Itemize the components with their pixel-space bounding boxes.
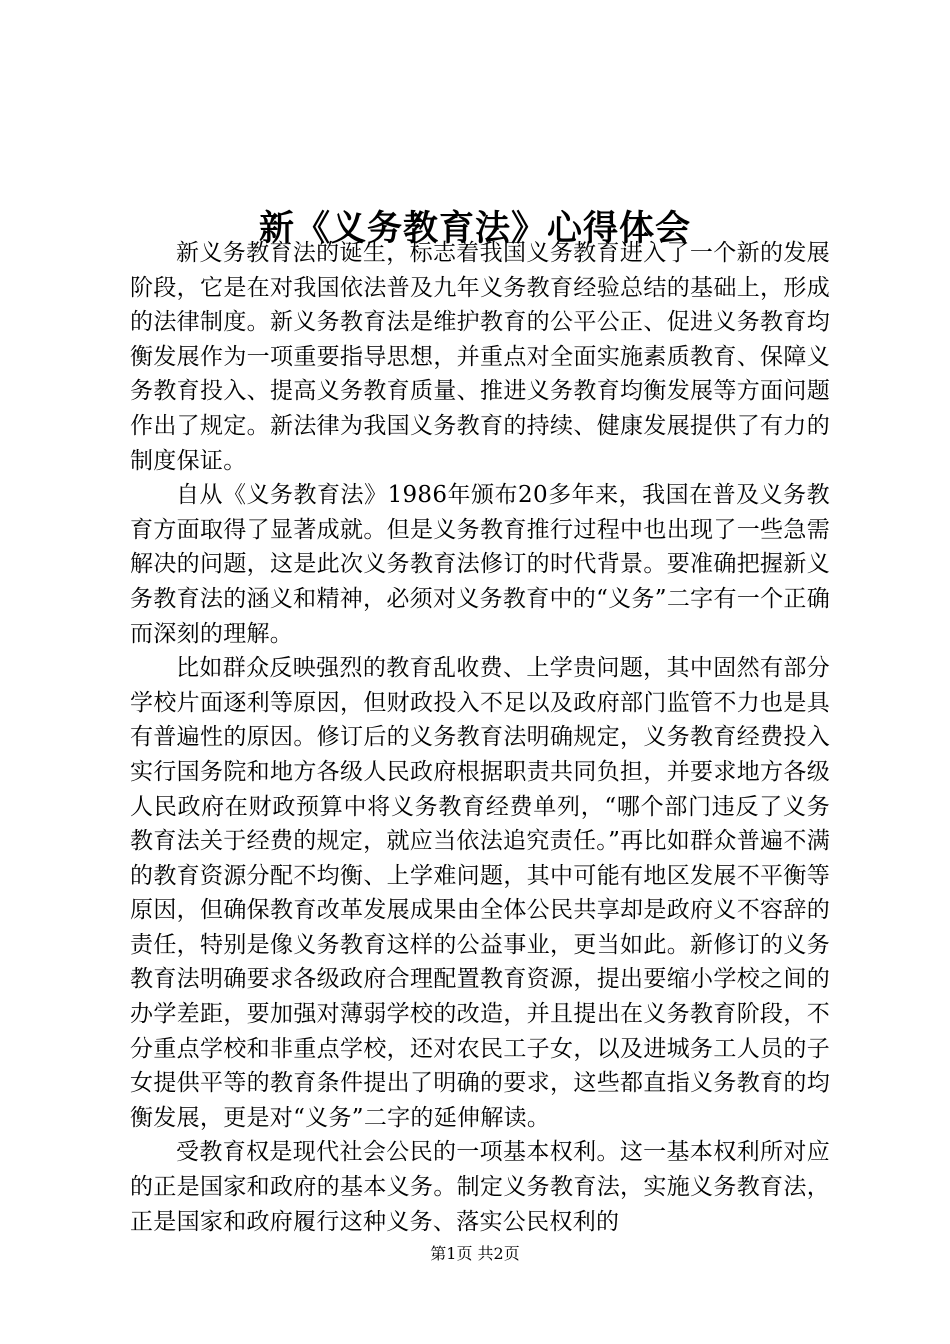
paragraph-1: 新义务教育法的诞生，标志着我国义务教育进入了一个新的发展阶段，它是在对我国依法普及九年义务教育经验总结的基础上，形成的法律制度。新义务教育法是维护教育的公平公正、促进义务教育均衡发展作为一项重要指导思想，并重点对全面实施素质教育、保障义务教育投入、提高义务教育质量、推进义务教育均衡发展等方面问题作出了规定。新法律为我国义务教育的持续、健康发展提供了有力的制度保证。	[130, 240, 830, 474]
paragraph-4: 受教育权是现代社会公民的一项基本权利。这一基本权利所对应的正是国家和政府的基本义务。制定义务教育法，实施义务教育法，正是国家和政府履行这种义务、落实公民权利的	[130, 1139, 830, 1235]
document-body	[130, 236, 830, 1239]
paragraph-3: 比如群众反映强烈的教育乱收费、上学贵问题，其中固然有部分学校片面逐利等原因，但财政投入不足以及政府部门监管不力也是具有普遍性的原因。修订后的义务教育法明确规定，义务教育经费投入实行国务院和地方各级人民政府根据职责共同负担，并要求地方各级人民政府在财政预算中将义务教育经费单列，“哪个部门违反了义务教育法关于经费的规定，就应当依法追究责任。”再比如群众普遍不满的教育资源分配不均衡、上学难问题，其中可能有地区发展不平衡等原因，但确保教育改革发展成果由全体公民共享却是政府义不容辞的责任，特别是像义务教育这样的公益事业，更当如此。新修订的义务教育法明确要求各级政府合理配置教育资源，提出要缩小学校之间的办学差距，要加强对薄弱学校的改造，并且提出在义务教育阶段，不分重点学校和非重点学校，还对农民工子女，以及进城务工人员的子女提供平等的教育条件提出了明确的要求，这些都直指义务教育的均衡发展，更是对“义务”二字的延伸解读。	[130, 655, 830, 1131]
paragraph-2: 自从《义务教育法》1986年颁布20多年来，我国在普及义务教育方面取得了显著成就。但是义务教育推行过程中也出现了一些急需解决的问题，这是此次义务教育法修订的时代背景。要准确把握新义务教育法的涵义和精神，必须对义务教育中的“义务”二字有一个正确而深刻的理解。	[130, 482, 830, 647]
page-number-footer: 第1页 共2页	[430, 1244, 520, 1263]
document-title: 新《义务教育法》心得体会	[258, 208, 691, 250]
